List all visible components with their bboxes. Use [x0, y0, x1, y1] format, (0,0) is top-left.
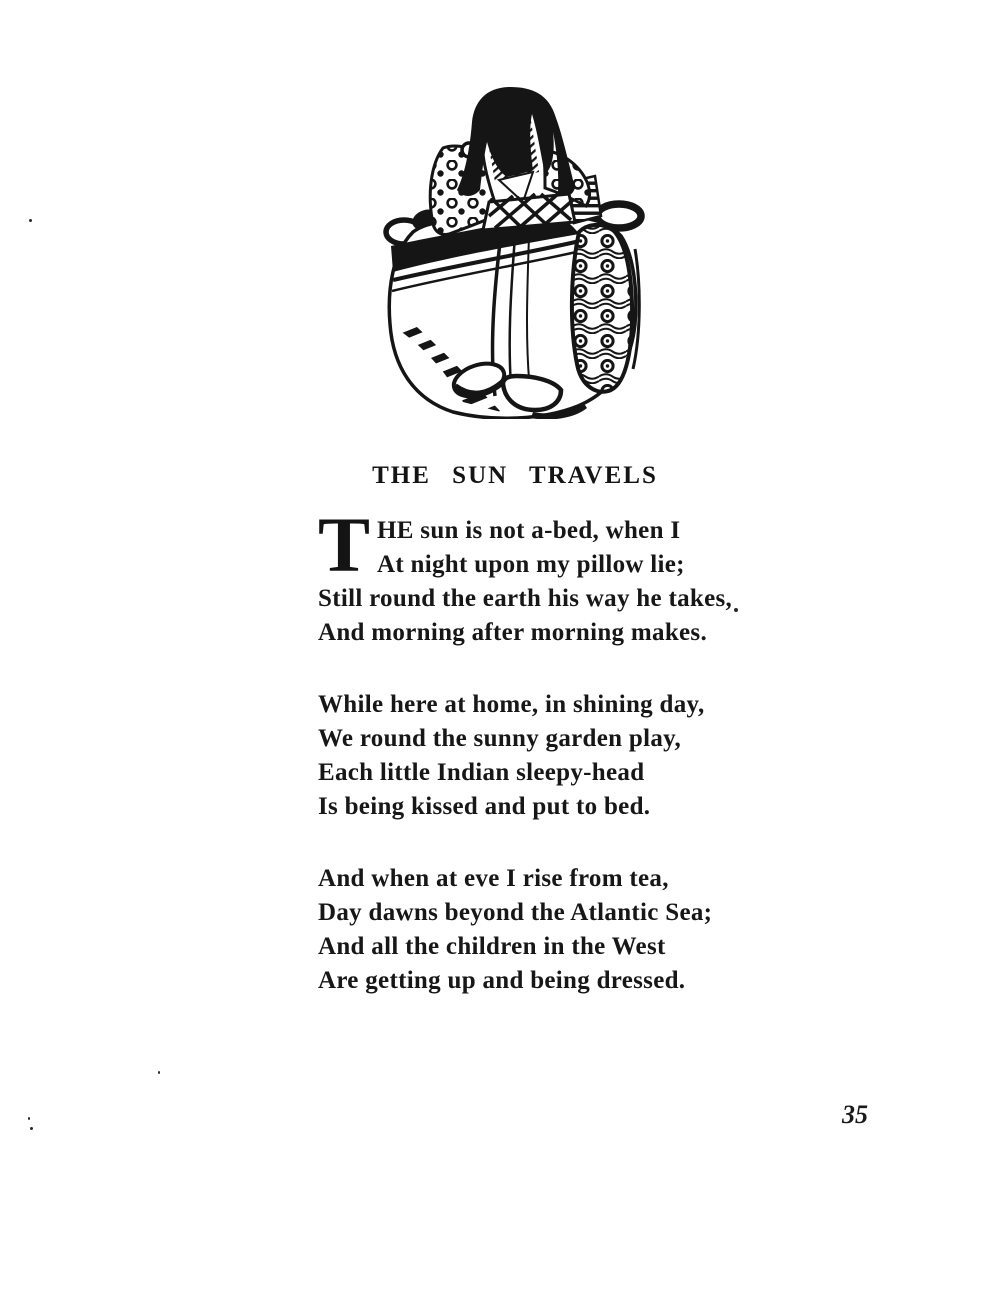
- scan-speck: [158, 1071, 160, 1074]
- poem-line: And morning after morning makes.: [318, 619, 708, 646]
- poem-line: And all the children in the West: [318, 933, 666, 960]
- poem-title: THE SUN TRAVELS: [372, 462, 658, 489]
- poem-line: Each little Indian sleepy-head: [318, 759, 645, 786]
- poem-line: And when at eve I rise from tea,: [318, 865, 669, 892]
- stanza-2: [318, 688, 788, 824]
- scan-speck: [28, 1117, 30, 1120]
- poem-line: Still round the earth his way he takes,: [318, 585, 733, 612]
- poem-line: While here at home, in shining day,: [318, 691, 705, 718]
- stanza-3: [318, 862, 788, 998]
- child-illustration: [383, 84, 648, 419]
- poem-line: Are getting up and being dressed.: [318, 967, 686, 994]
- poem-line: At night upon my pillow lie;: [377, 551, 685, 578]
- scan-speck: [734, 608, 738, 612]
- seated-child-woodcut-icon: [383, 84, 648, 419]
- scan-speck: [30, 1127, 33, 1130]
- poem-body: [318, 501, 788, 998]
- page-number: 35: [842, 1100, 868, 1129]
- drop-cap: T: [318, 501, 371, 588]
- poem-line: HE sun is not a-bed, when I: [377, 517, 681, 544]
- poem-line: Is being kissed and put to bed.: [318, 793, 651, 820]
- poem-line: Day dawns beyond the Atlantic Sea;: [318, 899, 713, 926]
- scan-speck: [29, 219, 32, 222]
- stanza-1: [318, 501, 788, 650]
- poem-line: We round the sunny garden play,: [318, 725, 682, 752]
